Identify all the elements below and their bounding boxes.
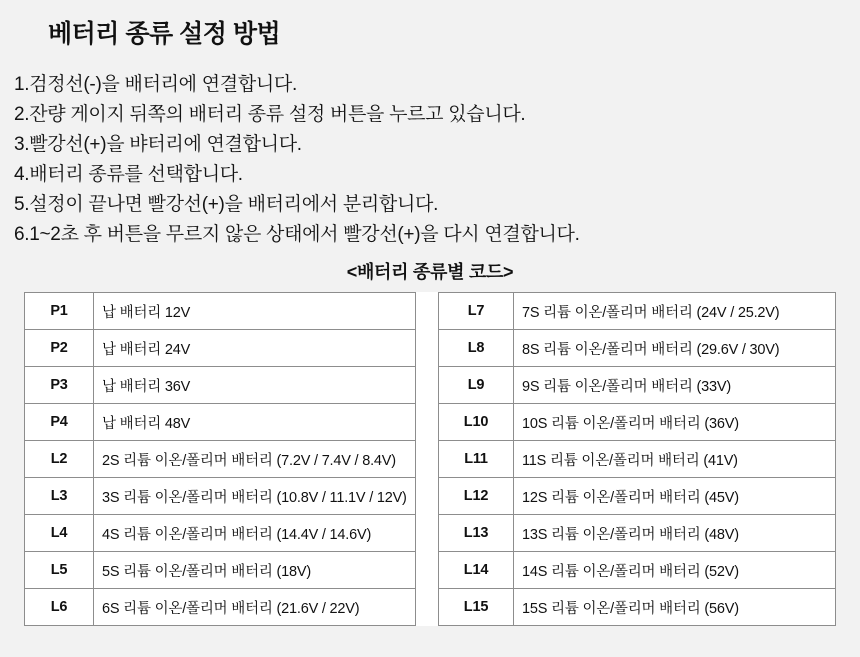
page-title: 베터리 종류 설정 방법 xyxy=(48,20,281,48)
column-gap xyxy=(416,589,439,626)
battery-code-right: L15 xyxy=(439,589,514,626)
column-gap xyxy=(416,552,439,589)
battery-code-left: L2 xyxy=(25,441,94,478)
battery-desc-right: 15S 리튬 이온/폴리머 배터리 (56V) xyxy=(514,589,836,626)
column-gap xyxy=(416,515,439,552)
battery-code-left: L5 xyxy=(25,552,94,589)
battery-code-right: L7 xyxy=(439,293,514,330)
table-row xyxy=(25,552,836,589)
table-row xyxy=(25,330,836,367)
instruction-list xyxy=(14,70,860,250)
battery-desc-left: 납 배터리 24V xyxy=(94,330,416,367)
column-gap xyxy=(416,441,439,478)
battery-code-table-wrap xyxy=(24,292,836,626)
column-gap xyxy=(416,404,439,441)
table-row xyxy=(25,589,836,626)
instruction-step: 6.1~2초 후 버튼을 무르지 않은 상태에서 빨강선(+)을 다시 연결합니다. xyxy=(14,224,580,245)
battery-desc-left: 5S 리튬 이온/폴리머 배터리 (18V) xyxy=(94,552,416,589)
column-gap xyxy=(416,293,439,330)
battery-desc-left: 4S 리튬 이온/폴리머 배터리 (14.4V / 14.6V) xyxy=(94,515,416,552)
table-row xyxy=(25,293,836,330)
battery-code-right: L13 xyxy=(439,515,514,552)
battery-desc-right: 11S 리튬 이온/폴리머 배터리 (41V) xyxy=(514,441,836,478)
table-heading: <배터리 종류별 코드> xyxy=(346,262,514,282)
battery-code-right: L9 xyxy=(439,367,514,404)
battery-code-right: L12 xyxy=(439,478,514,515)
battery-desc-left: 납 배터리 36V xyxy=(94,367,416,404)
instruction-step: 4.배터리 종류를 선택합니다. xyxy=(14,164,243,185)
battery-desc-right: 10S 리튬 이온/폴리머 배터리 (36V) xyxy=(514,404,836,441)
column-gap xyxy=(416,367,439,404)
instruction-step: 5.설정이 끝나면 빨강선(+)을 배터리에서 분리합니다. xyxy=(14,194,439,215)
battery-desc-left: 납 배터리 12V xyxy=(94,293,416,330)
battery-desc-right: 13S 리튬 이온/폴리머 배터리 (48V) xyxy=(514,515,836,552)
battery-desc-left: 2S 리튬 이온/폴리머 배터리 (7.2V / 7.4V / 8.4V) xyxy=(94,441,416,478)
table-row xyxy=(25,515,836,552)
battery-code-table xyxy=(24,292,836,626)
battery-code-left: L6 xyxy=(25,589,94,626)
battery-desc-left: 납 배터리 48V xyxy=(94,404,416,441)
battery-code-right: L14 xyxy=(439,552,514,589)
column-gap xyxy=(416,478,439,515)
battery-code-left: P4 xyxy=(25,404,94,441)
battery-desc-right: 14S 리튬 이온/폴리머 배터리 (52V) xyxy=(514,552,836,589)
battery-code-right: L10 xyxy=(439,404,514,441)
battery-desc-right: 12S 리튬 이온/폴리머 배터리 (45V) xyxy=(514,478,836,515)
battery-code-left: P2 xyxy=(25,330,94,367)
battery-desc-right: 7S 리튬 이온/폴리머 배터리 (24V / 25.2V) xyxy=(514,293,836,330)
battery-code-right: L11 xyxy=(439,441,514,478)
instruction-step: 2.잔량 게이지 뒤쪽의 배터리 종류 설정 버튼을 누르고 있습니다. xyxy=(14,104,526,125)
instruction-step: 1.검정선(-)을 배터리에 연결합니다. xyxy=(14,74,297,95)
battery-code-left: L4 xyxy=(25,515,94,552)
battery-code-left: P3 xyxy=(25,367,94,404)
battery-desc-left: 6S 리튬 이온/폴리머 배터리 (21.6V / 22V) xyxy=(94,589,416,626)
instruction-step: 3.빨강선(+)을 뱌터리에 연결합니다. xyxy=(14,134,302,155)
battery-desc-left: 3S 리튬 이온/폴리머 배터리 (10.8V / 11.1V / 12V) xyxy=(94,478,416,515)
battery-code-left: P1 xyxy=(25,293,94,330)
document-page xyxy=(0,14,860,657)
table-row xyxy=(25,404,836,441)
battery-desc-right: 8S 리튬 이온/폴리머 배터리 (29.6V / 30V) xyxy=(514,330,836,367)
column-gap xyxy=(416,330,439,367)
table-row xyxy=(25,367,836,404)
battery-code-left: L3 xyxy=(25,478,94,515)
table-row xyxy=(25,478,836,515)
battery-code-right: L8 xyxy=(439,330,514,367)
battery-desc-right: 9S 리튬 이온/폴리머 배터리 (33V) xyxy=(514,367,836,404)
table-row xyxy=(25,441,836,478)
